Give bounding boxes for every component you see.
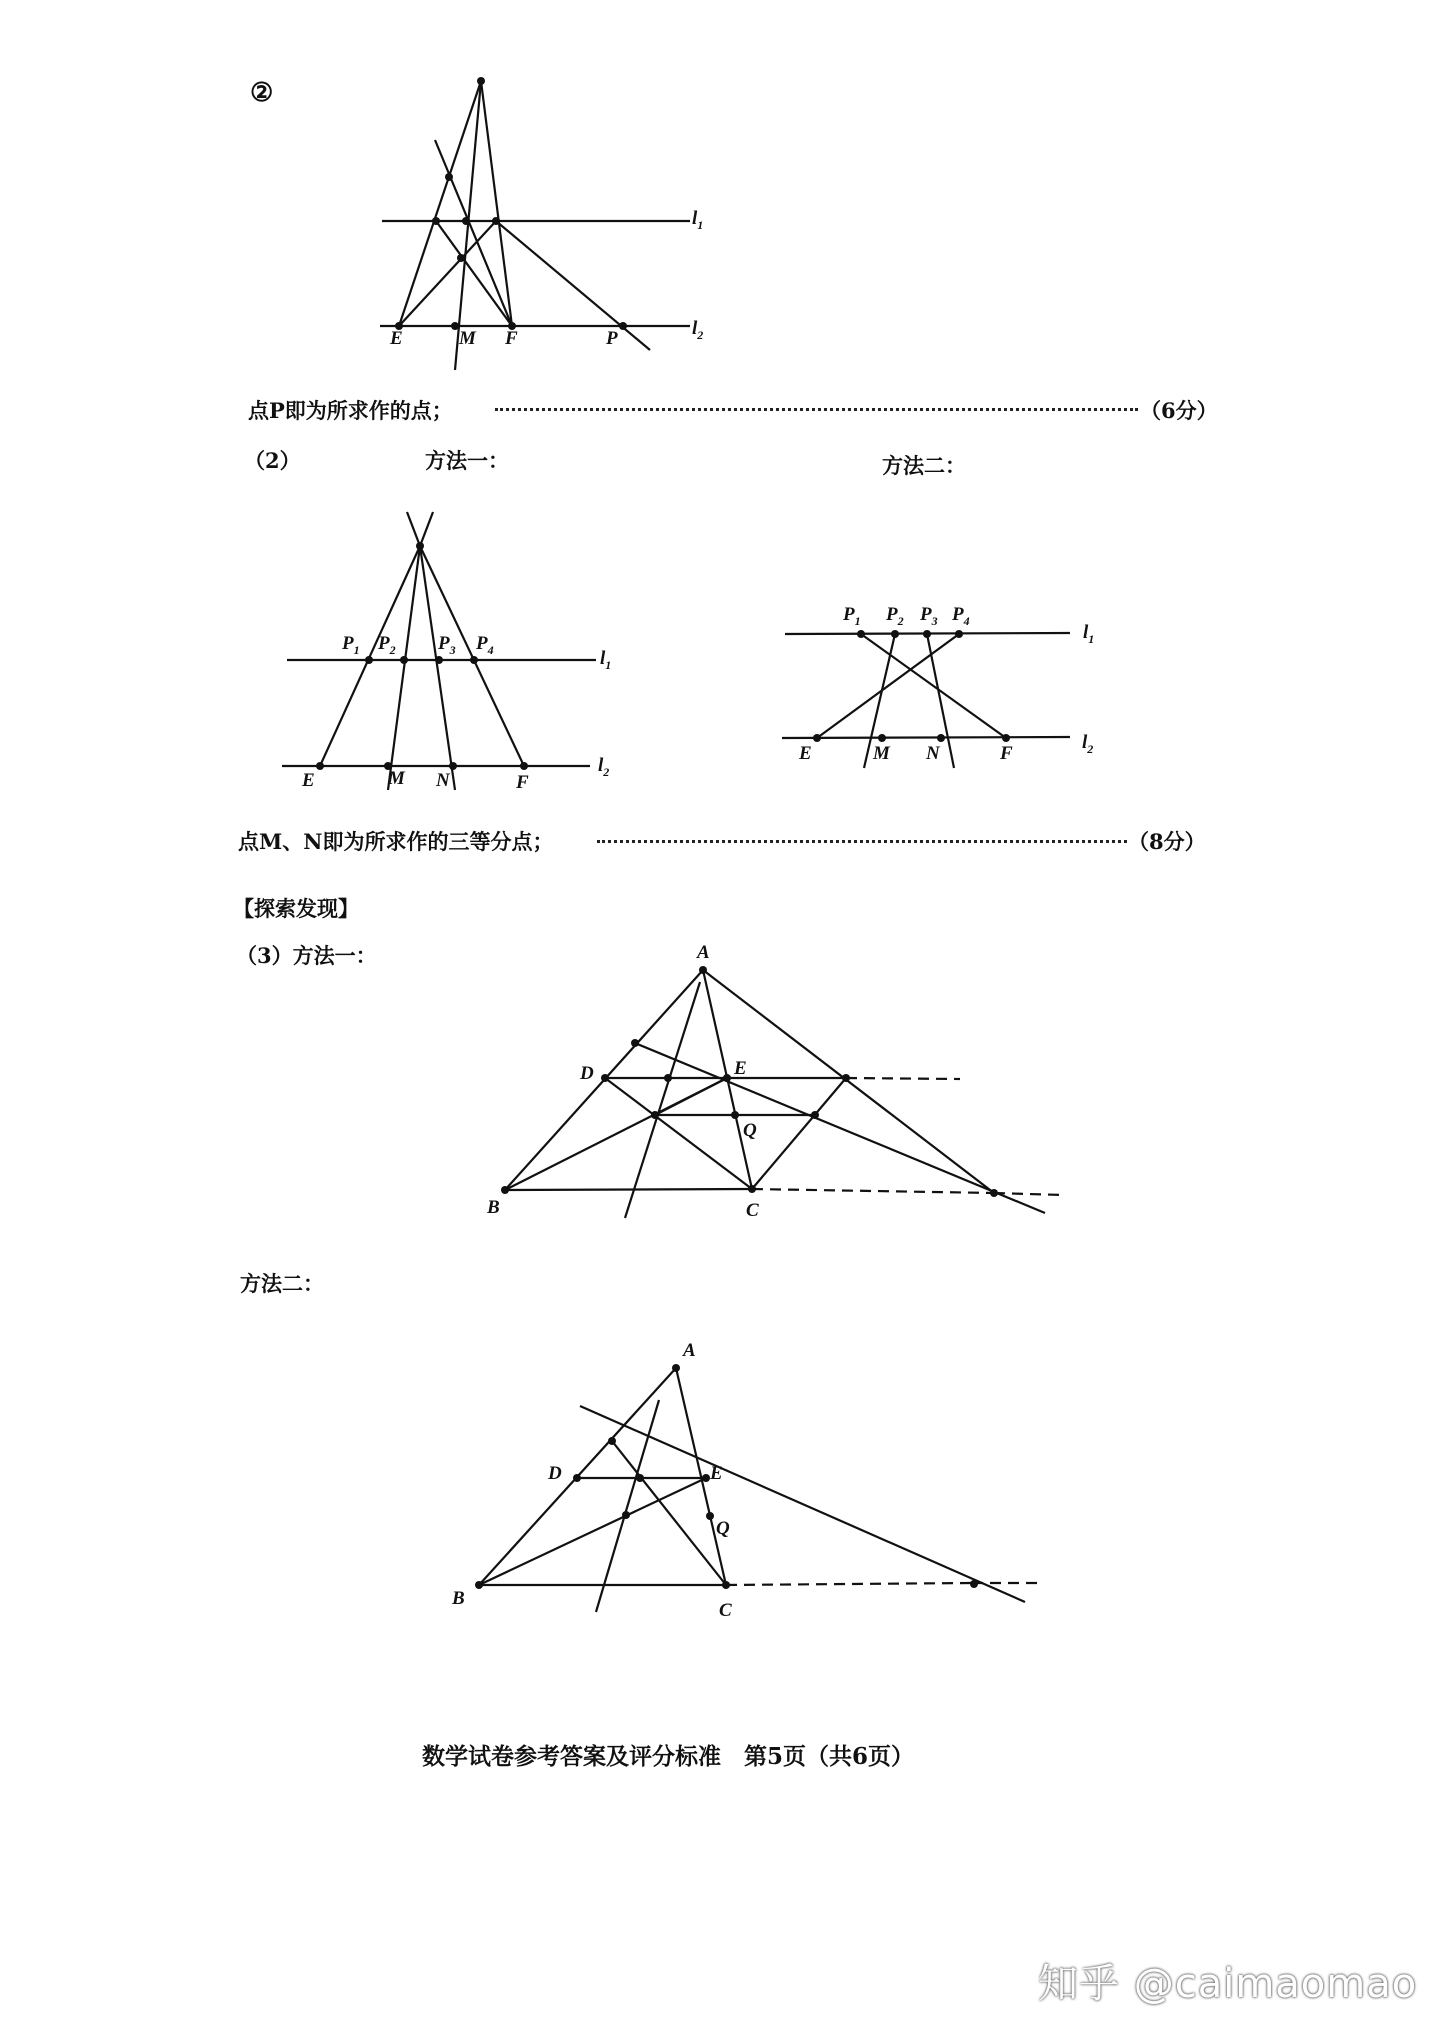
label-C: C xyxy=(746,1200,759,1221)
label-D: D xyxy=(580,1063,594,1084)
conclusion-point-p: 点P即为所求作的点； xyxy=(248,398,453,423)
label-P4: $P_4$ xyxy=(952,604,970,628)
label-A: A xyxy=(683,1340,696,1361)
label-l1: $l_1$ xyxy=(1083,622,1095,646)
label-A: A xyxy=(697,942,710,963)
label-D: D xyxy=(548,1463,562,1484)
label-E: E xyxy=(710,1463,723,1484)
label-E: E xyxy=(799,743,812,764)
label-P3: $P_3$ xyxy=(920,604,938,628)
page-footer: 数学试卷参考答案及评分标准 第5页（共6页） xyxy=(422,1743,915,1770)
label-N: N xyxy=(436,770,450,791)
score-8: （8分） xyxy=(1128,829,1206,854)
label-P4: $P_4$ xyxy=(476,633,494,657)
question-index-2: （2） xyxy=(244,448,301,473)
method-two-label: 方法二： xyxy=(240,1271,324,1296)
label-M: M xyxy=(459,328,476,349)
label-l2: $l_2$ xyxy=(598,755,610,779)
label-P2: $P_2$ xyxy=(886,604,904,628)
label-F: F xyxy=(516,772,529,793)
label-F: F xyxy=(505,328,518,349)
label-P: P xyxy=(606,328,618,349)
label-M: M xyxy=(388,768,405,789)
label-E: E xyxy=(302,770,315,791)
label-Q: Q xyxy=(743,1120,757,1141)
section-heading-explore: 【探索发现】 xyxy=(233,896,359,921)
conclusion-trisection: 点M、N即为所求作的三等分点； xyxy=(238,829,554,854)
figure-5-lines xyxy=(479,1368,1044,1612)
label-l1: $l_1$ xyxy=(692,208,704,232)
label-P1: $P_1$ xyxy=(342,633,360,657)
label-P3: $P_3$ xyxy=(438,633,456,657)
label-l2: $l_2$ xyxy=(1082,732,1094,756)
label-P1: $P_1$ xyxy=(843,604,861,628)
label-E: E xyxy=(734,1058,747,1079)
label-P2: $P_2$ xyxy=(378,633,396,657)
score-6: （6分） xyxy=(1140,398,1218,423)
method-two-label: 方法二： xyxy=(882,453,966,478)
label-C: C xyxy=(719,1600,732,1621)
label-B: B xyxy=(487,1197,500,1218)
label-M: M xyxy=(873,743,890,764)
label-Q: Q xyxy=(716,1518,730,1539)
label-l2: $l_2$ xyxy=(692,318,704,342)
item-marker: ② xyxy=(250,78,274,108)
label-B: B xyxy=(452,1588,465,1609)
label-l1: $l_1$ xyxy=(600,648,612,672)
label-E: E xyxy=(390,328,403,349)
watermark: 知乎 @caimaomao xyxy=(1038,1961,1418,2007)
label-N: N xyxy=(926,743,940,764)
method-one-label: 方法一： xyxy=(425,448,509,473)
label-F: F xyxy=(1000,743,1013,764)
method-one-label: （3）方法一： xyxy=(236,943,377,968)
